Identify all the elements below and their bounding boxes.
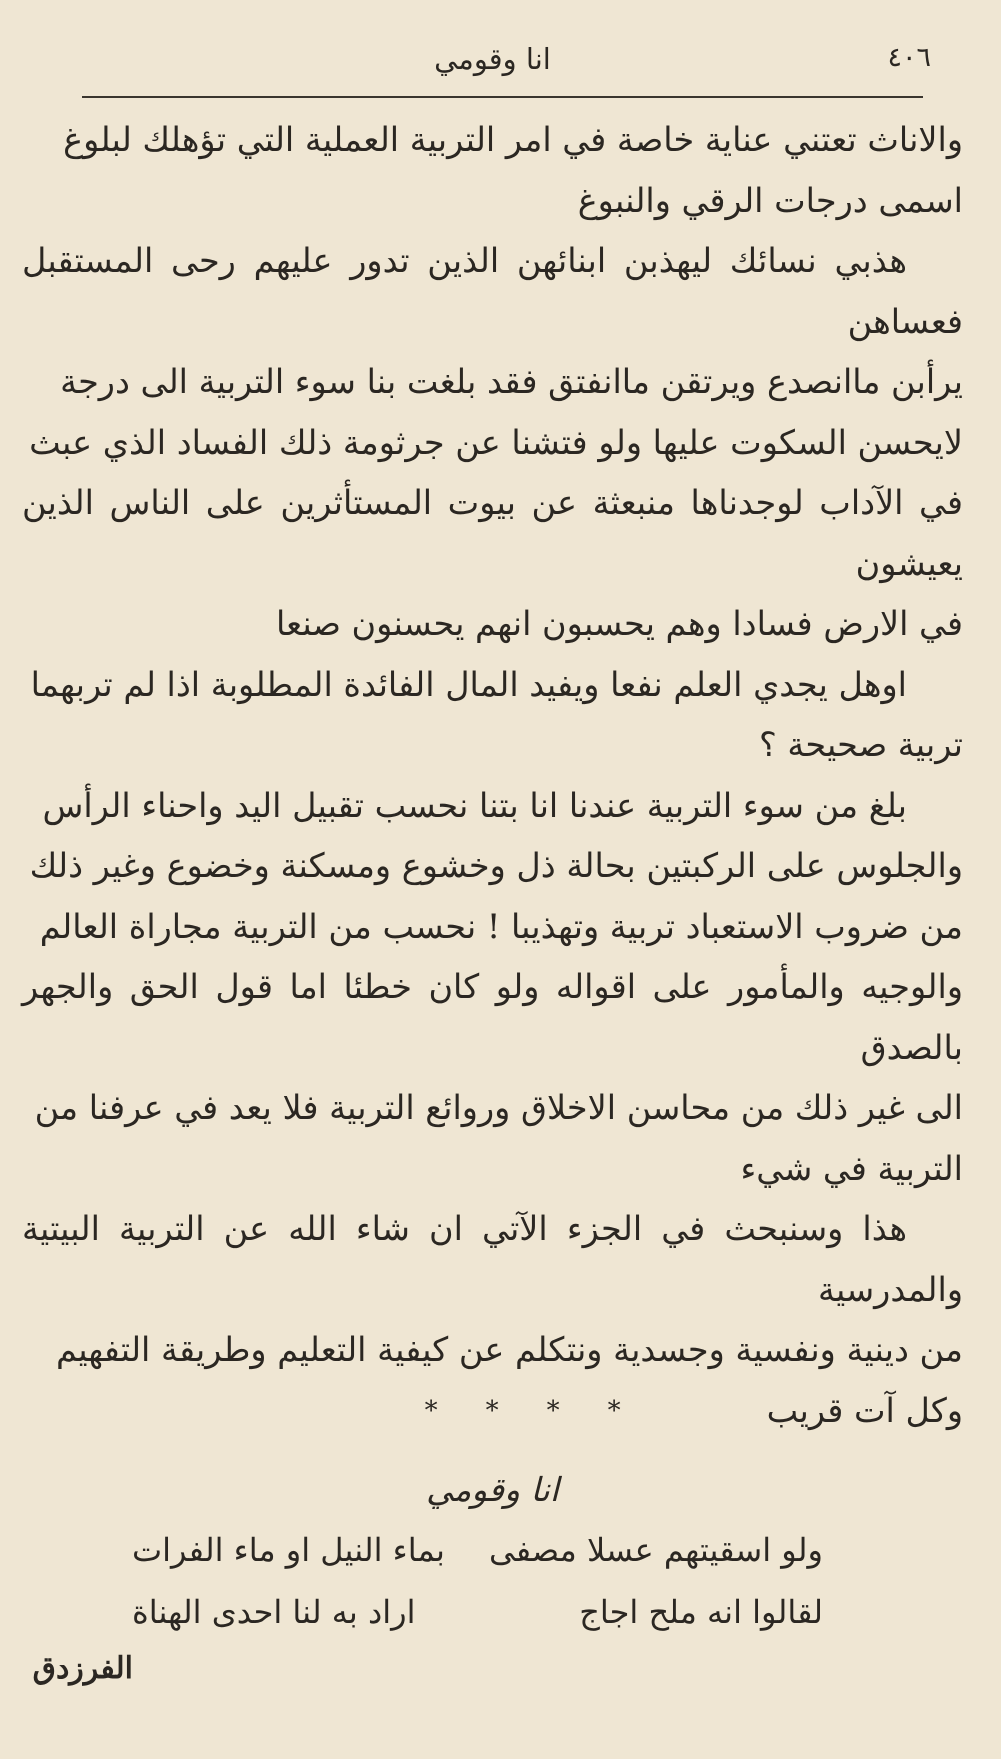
paragraph-4 [22,776,963,1200]
text-line: اسمى درجات الرقي والنبوغ [577,180,963,220]
poem-verse [22,1519,963,1581]
verse-second-hemistich: بماء النيل او ماء الفرات [132,1531,445,1569]
text-line: لايحسن السكوت عليها ولو فتشنا عن جرثومة ذلك الفساد الذي عبث [29,422,963,462]
text-line: الى غير ذلك من محاسن الاخلاق وروائع التربية فلا يعد في عرفنا من [34,1088,963,1127]
star-glyph: * [424,1395,438,1426]
text-line: من ضروب الاستعباد تربية وتهذيبا ! نحسب من التربية مجاراة العالم [39,906,963,946]
paragraph-3 [22,655,963,776]
text-line: والوجيه والمأمور على اقواله ولو كان خطئا اما قول الحق والجهر بالصدق [22,967,963,1067]
text-line: التربية في شيء [740,1148,963,1188]
page-header [22,30,963,88]
paragraph-2 [22,231,963,655]
text-line: هذبي نسائك ليهذبن ابنائهن الذين تدور عليهم رحى المستقبل فعساهن [22,241,963,341]
text-line: في الارض فسادا وهم يحسبون انهم يحسنون صنعا [275,604,963,643]
text-line: هذا وسنبحث في الجزء الآتي ان شاء الله عن التربية البيتية والمدرسية [22,1209,963,1309]
running-title: انا وقومي [434,42,551,76]
body-text [22,110,963,1441]
poem-title: انا وقومي [426,1470,559,1509]
poet-name: الفرزدق [32,1651,133,1686]
text-line: تربية صحيحة ؟ [758,725,963,764]
page-number: ٤٠٦ [887,42,931,73]
text-line: والجلوس على الركبتين بحالة ذل وخشوع ومسكنة وخضوع وغير ذلك [29,846,963,885]
closing-line [22,1381,963,1442]
poem-verse [22,1581,963,1643]
star-glyph: * [546,1395,560,1426]
text-line: من دينية ونفسية وجسدية ونتكلم عن كيفية التعليم وطريقة التفهيم [55,1330,963,1369]
paragraph-1 [22,110,963,231]
text-line: وكل آت قريب [766,1390,963,1430]
verse-second-hemistich: اراد به لنا احدى الهناة [132,1593,416,1631]
text-line: اوهل يجدي العلم نفعا ويفيد المال الفائدة المطلوبة اذا لم تربهما [30,664,907,704]
text-line: يرأبن ماانصدع ويرتقن ماانفتق فقد بلغت بنا سوء التربية الى درجة [60,362,963,401]
verse-first-hemistich: ولو اسقيتهم عسلا مصفى [489,1531,823,1569]
star-glyph: * [607,1395,621,1426]
section-separator [425,1381,621,1442]
header-rule [82,96,923,98]
text-line: بلغ من سوء التربية عندنا انا بتنا نحسب تقبيل اليد واحناء الرأس [42,785,907,825]
text-line: والاناث تعتني عناية خاصة في امر التربية العملية التي تؤهلك لبلوغ [63,120,963,159]
text-line: في الآداب لوجدناها منبعثة عن بيوت المستأثرين على الناس الذين يعيشون [22,483,963,583]
verse-first-hemistich: لقالوا انه ملح اجاج [579,1593,823,1631]
star-glyph: * [485,1395,499,1426]
paragraph-5 [22,1199,963,1441]
